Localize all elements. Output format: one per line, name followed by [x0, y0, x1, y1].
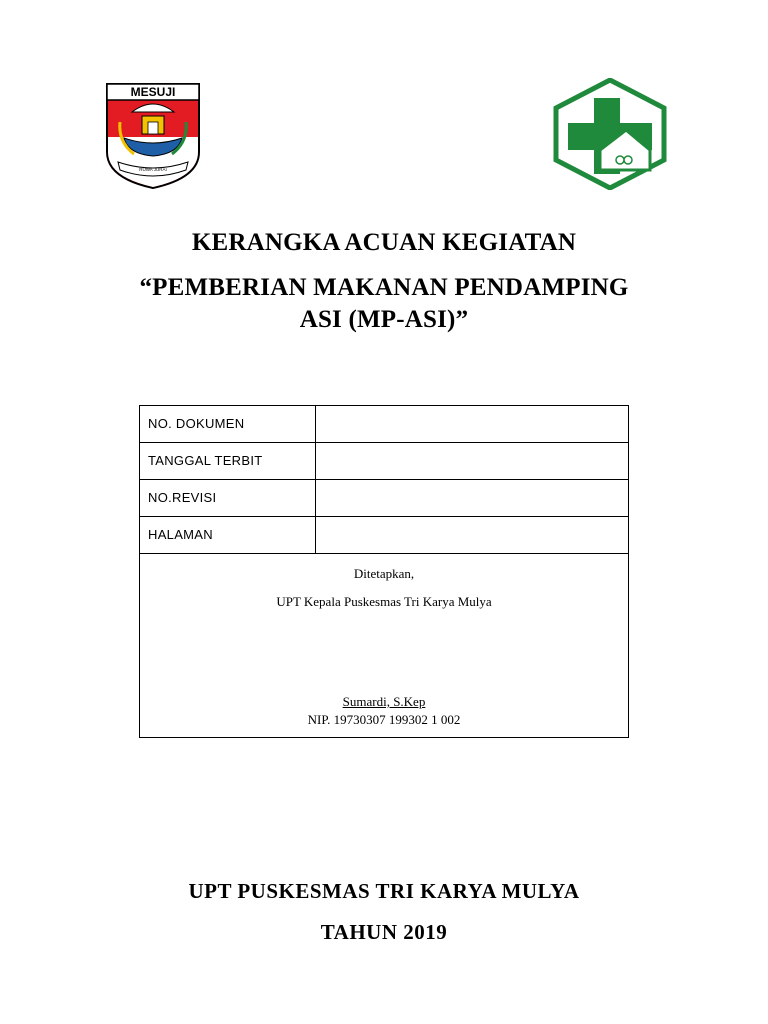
row-label-issue-date: TANGGAL TERBIT	[148, 453, 263, 468]
document-year: TAHUN 2019	[320, 920, 448, 944]
table-row	[140, 406, 628, 443]
document-info-table	[139, 405, 629, 738]
cell-divider	[315, 443, 316, 479]
row-label-revision: NO.REVISI	[148, 490, 217, 505]
signer-name: Sumardi, S.Kep	[342, 694, 426, 709]
document-title: KERANGKA ACUAN KEGIATAN	[191, 229, 577, 256]
cell-divider	[315, 517, 316, 553]
mesuji-regency-crest-icon	[104, 82, 202, 190]
table-row	[140, 443, 628, 480]
established-label: Ditetapkan,	[353, 566, 415, 581]
table-row	[140, 480, 628, 517]
activity-title-line1: “PEMBERIAN MAKANAN PENDAMPING	[139, 274, 629, 301]
row-label-page: HALAMAN	[148, 527, 213, 542]
puskesmas-cross-icon	[552, 78, 668, 190]
crest-motto: RUWA JURAI	[139, 167, 167, 172]
activity-title-line2: ASI (MP-ASI)”	[299, 306, 469, 333]
institution-name: UPT PUSKESMAS TRI KARYA MULYA	[188, 879, 580, 903]
signer-position: UPT Kepala Puskesmas Tri Karya Mulya	[276, 594, 492, 609]
row-label-document-number: NO. DOKUMEN	[148, 416, 245, 431]
cell-divider	[315, 480, 316, 516]
cell-divider	[315, 406, 316, 442]
table-row	[140, 517, 628, 554]
crest-label: MESUJI	[130, 85, 176, 99]
signer-nip: NIP. 19730307 199302 1 002	[307, 712, 461, 727]
